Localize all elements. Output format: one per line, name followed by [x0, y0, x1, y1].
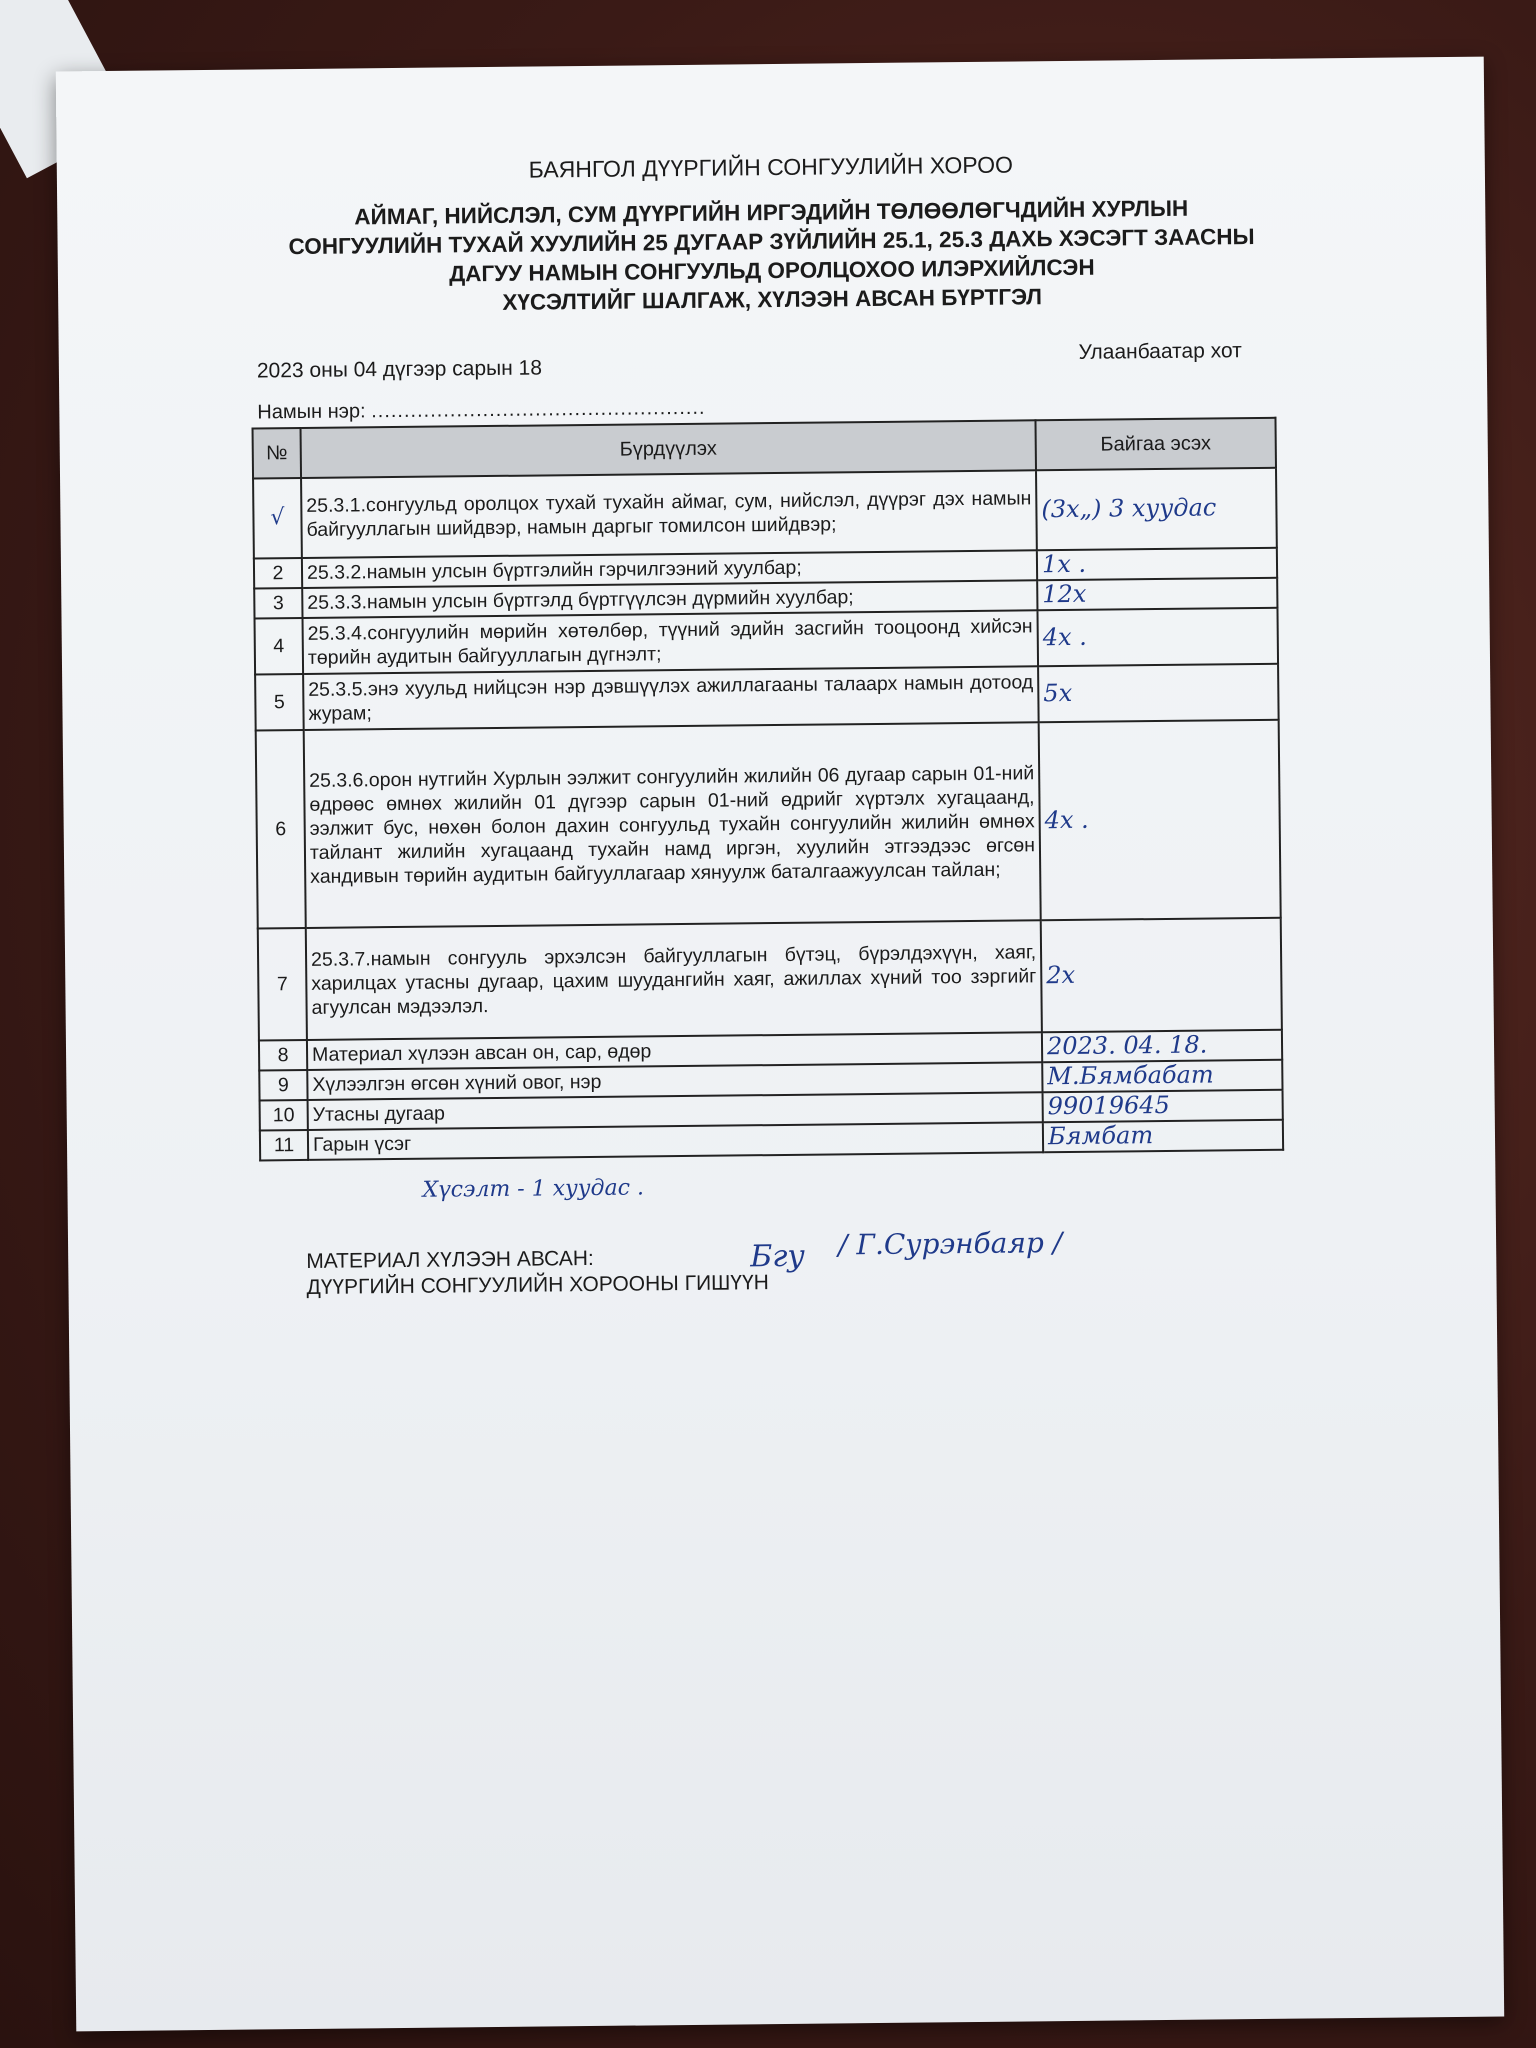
- handwritten-value: 12х: [1042, 579, 1087, 609]
- handwritten-value: 2023. 04. 18.: [1046, 1030, 1208, 1061]
- handwritten-value: 2х: [1046, 960, 1076, 990]
- row-requirement: Гарын үсэг: [308, 1122, 1043, 1160]
- row-requirement: 25.3.7.намын сонгууль эрхэлсэн байгууллагын бүтэц, бүрэлдэхүүн, хаяг, харилцах утасны дугаар, цахим шуудангийн хаяг, ажиллах хүний тоо зэргийг агуулсан мэдээлэл.: [306, 920, 1042, 1040]
- row-value: [1041, 918, 1282, 1033]
- row-check-mark: √: [270, 505, 285, 531]
- row-requirement: 25.3.2.намын улсын бүртгэлийн гэрчилгээний хуулбар;: [302, 550, 1037, 588]
- row-value: [1037, 608, 1278, 667]
- row-number: 2: [254, 558, 302, 589]
- receiver-signature: Бгу: [750, 1238, 806, 1275]
- handwritten-signature: Бямбат: [1047, 1121, 1154, 1151]
- handwritten-value: 4х .: [1044, 805, 1089, 835]
- title-line: СОНГУУЛИЙН ТУХАЙ ХУУЛИЙН 25 ДУГААР ЗҮЙЛИЙН 25.1, 25.3 ДАХЬ ХЭСЭГТ ЗААСНЫ: [288, 223, 1255, 260]
- row-number: 7: [258, 928, 307, 1040]
- row-value: [1043, 1090, 1283, 1123]
- document-date: 2023 оны 04 дүгээр сарын 18: [256, 356, 543, 383]
- row-number: 10: [260, 1100, 308, 1131]
- row-value: [1039, 720, 1281, 921]
- title-line: АЙМАГ, НИЙСЛЭЛ, СУМ ДҮҮРГИЙН ИРГЭДИЙН ТӨЛӨӨЛӨГЧДИЙН ХУРЛЫН: [354, 195, 1189, 230]
- handwritten-note: Хүсэлт - 1 хуудас .: [422, 1175, 645, 1203]
- row-number: [253, 478, 302, 558]
- row-requirement: Хүлээлгэн өгсөн хүний овог, нэр: [307, 1062, 1042, 1100]
- row-requirement: 25.3.1.сонгуульд оролцох тухай тухайн аймаг, сум, нийслэл, дүүрэг дэх намын байгууллагын шийдвэр, намын даргыг томилсон шийдвэр;: [301, 470, 1037, 558]
- row-number: 8: [259, 1040, 307, 1071]
- row-value: [1043, 1120, 1283, 1153]
- row-requirement: Утасны дугаар: [308, 1092, 1043, 1130]
- row-number: 4: [255, 618, 304, 674]
- document-title: [177, 192, 1366, 320]
- row-value: [1038, 664, 1279, 723]
- row-requirement: 25.3.4.сонгуулийн мөрийн хөтөлбөр, түүний эдийн засгийн тооцоонд хийсэн төрийн аудитын байгууллагын дүгнэлт;: [303, 610, 1039, 674]
- document-page: [56, 57, 1504, 2032]
- row-value: [1042, 1030, 1282, 1063]
- row-requirement: 25.3.6.орон нутгийн Хурлын ээлжит сонгуулийн жилийн 06 дугаар сарын 01-ний өдрөөс өмнөх жилийн 01 дүгээр сарын 01-ний өдрийг хүртэлх хугацаанд, ээлжит бус, нөхөн болон дахин сонгуульд тухайн сонгуулийн жилийн өмнөх тайлант жилийн хугацаанд тухайн намд иргэн, хуулийн этгээдээс өгсөн хандивын төрийн аудитын байгууллагаар хянуулж баталгаажуулсан тайлан;: [304, 722, 1041, 928]
- organization-name: БАЯНГОЛ ДҮҮРГИЙН СОНГУУЛИЙН ХОРОО: [528, 151, 1014, 183]
- col-header-requirement: Бүрдүүлэх: [301, 420, 1036, 478]
- row-number: 3: [254, 588, 302, 619]
- handwritten-value: 5х: [1043, 678, 1073, 708]
- handwritten-value: 99019645: [1047, 1090, 1170, 1121]
- row-value: [1042, 1060, 1282, 1093]
- requirements-table: [252, 417, 1285, 1162]
- handwritten-value: 1х .: [1041, 549, 1087, 579]
- party-name-field: [257, 397, 705, 425]
- row-number: 6: [256, 730, 306, 928]
- title-line: ХҮСЭЛТИЙГ ШАЛГАЖ, ХҮЛЭЭН АВСАН БҮРТГЭЛ: [502, 284, 1043, 315]
- row-requirement: 25.3.5.энэ хуульд нийцсэн нэр дэвшүүлэх ажиллагааны талаарх намын дотоод журам;: [303, 666, 1039, 730]
- handwritten-value: 4х .: [1042, 622, 1087, 652]
- table-row: [258, 918, 1282, 1041]
- col-header-number: №: [253, 428, 302, 478]
- handwritten-value: М.Бямбабат: [1047, 1060, 1214, 1091]
- row-value: [1037, 578, 1277, 611]
- row-requirement: Материал хүлээн авсан он, сар, өдөр: [307, 1032, 1042, 1070]
- receiver-label: МАТЕРИАЛ ХҮЛЭЭН АВСАН:: [306, 1246, 594, 1273]
- title-line: ДАГУУ НАМЫН СОНГУУЛЬД ОРОЛЦОХОО ИЛЭРХИЙЛСЭН: [449, 254, 1095, 287]
- row-number: 9: [259, 1070, 307, 1101]
- receiver-block: [306, 1244, 769, 1301]
- table-row: [253, 468, 1277, 559]
- col-header-availability: Байгаа эсэх: [1035, 418, 1276, 471]
- row-number: 11: [260, 1130, 308, 1161]
- receiver-name: / Г.Сурэнбаяр /: [837, 1226, 1063, 1262]
- document-city: Улаанбаатар хот: [1078, 339, 1242, 364]
- row-value: [1036, 468, 1277, 551]
- row-value: [1037, 548, 1277, 581]
- row-requirement: 25.3.3.намын улсын бүртгэлд бүртгүүлсэн дүрмийн хуулбар;: [302, 580, 1037, 618]
- row-number: 5: [255, 674, 304, 730]
- party-name-label: Намын нэр:: [257, 400, 366, 424]
- receiver-role: ДҮҮРГИЙН СОНГУУЛИЙН ХОРООНЫ ГИШҮҮН: [306, 1271, 769, 1299]
- party-name-blank: ...................................................: [371, 396, 706, 423]
- handwritten-value: (3х„) 3 хуудас: [1041, 493, 1217, 524]
- table-row: [256, 720, 1281, 929]
